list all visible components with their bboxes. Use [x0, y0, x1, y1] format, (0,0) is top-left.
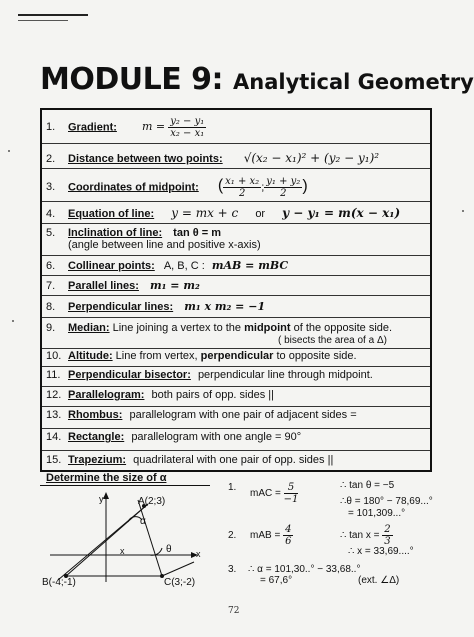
row-number: 3. — [46, 181, 56, 194]
step1-lhs-text: mAC = — [250, 488, 281, 500]
row-number: 15. — [46, 454, 62, 466]
row-label: Coordinates of midpoint: — [68, 181, 199, 194]
point-a-label: A(2;3) — [138, 496, 166, 507]
row-altitude — [46, 350, 357, 362]
row-number: 11. — [46, 369, 61, 381]
theta-label: θ — [166, 544, 172, 555]
row-rectangle — [46, 431, 301, 443]
page-number: 72 — [228, 606, 240, 616]
gradient-lhs: m = — [141, 120, 166, 134]
row-rhombus — [46, 409, 357, 421]
row-divider — [42, 386, 430, 387]
gradient-denominator: x₂ − x₁ — [170, 128, 205, 139]
step2-lhs — [250, 524, 293, 547]
row-number: 2. — [46, 153, 56, 165]
step2-den: 6 — [285, 536, 292, 547]
scan-speck — [12, 320, 14, 322]
row-median — [46, 322, 392, 334]
point-b-label: B(-4;-1) — [42, 577, 76, 588]
row-trapezium — [46, 454, 333, 466]
step1-num: 5 — [284, 482, 299, 494]
equation-form-1: y = mx + c — [171, 206, 239, 220]
altitude-text: Line from vertex, — [115, 350, 198, 362]
midpoint-x-num: x₁ + x₂ — [225, 176, 260, 187]
median-text: Line joining a vertex to the — [112, 322, 242, 334]
row-perpendicular — [46, 300, 265, 313]
row-label: Rectangle: — [68, 431, 125, 443]
step3-result1: ∴ α = 101,30..° − 33,68..° — [248, 564, 361, 575]
midpoint-y-num: y₁ + y₂ — [266, 176, 301, 187]
rectangle-text: parallelogram with one angle = 90° — [131, 431, 302, 443]
row-divider — [42, 428, 430, 429]
row-label: Median: — [68, 322, 110, 334]
row-label: Distance between two points: — [68, 153, 223, 165]
row-label: Inclination of line: — [68, 227, 163, 239]
row-label: Perpendicular lines: — [68, 301, 174, 313]
step1-fraction — [284, 482, 299, 505]
row-divider — [42, 168, 430, 169]
row-divider — [42, 366, 430, 367]
row-number: 6. — [46, 260, 56, 272]
step3-note: (ext. ∠Δ) — [358, 575, 400, 586]
triangle-diagram — [44, 490, 214, 585]
perp-bisector-text: perpendicular line through midpoint. — [197, 369, 373, 381]
row-label: Trapezium: — [68, 454, 127, 466]
row-number: 13. — [46, 409, 62, 421]
step2-fraction — [283, 524, 293, 547]
row-divider — [42, 255, 430, 256]
row-label: Collinear points: — [68, 260, 155, 272]
row-distance — [46, 151, 379, 165]
midpoint-x-den: 2 — [238, 188, 246, 199]
step2-result1 — [340, 524, 393, 547]
midpoint-open-paren: ( — [217, 177, 224, 195]
side-ba — [58, 504, 148, 580]
x-axis-label: x — [196, 549, 201, 559]
row-divider — [42, 348, 430, 349]
row-collinear — [46, 259, 288, 272]
worked-example — [40, 472, 433, 588]
altitude-text2: to opposite side. — [276, 350, 357, 362]
scan-speck — [8, 150, 10, 152]
step2-r-fraction — [382, 524, 392, 547]
step2-num: 4 — [285, 524, 292, 535]
step2-rnum: 2 — [384, 524, 391, 535]
row-number: 1. — [46, 121, 56, 134]
alpha-label: α — [140, 516, 146, 527]
perpendicular-formula: m₁ x m₂ = −1 — [184, 300, 266, 313]
row-label: Equation of line: — [68, 208, 155, 220]
step1-result3: = 101,309...° — [348, 508, 406, 519]
inclination-note: (angle between line and positive x-axis) — [68, 239, 261, 251]
row-number: 9. — [46, 322, 56, 334]
side-c-extension — [162, 562, 194, 576]
step3-result2: = 67,6° — [260, 575, 293, 586]
step1-den: −1 — [283, 494, 299, 505]
row-equation — [46, 206, 400, 220]
y-axis-label: y — [99, 494, 104, 504]
row-divider — [42, 275, 430, 276]
equation-form-2: y − y₁ = m(x − x₁) — [282, 206, 401, 220]
equation-or: or — [255, 208, 266, 220]
step2-lhs-text: mAB = — [250, 530, 281, 542]
step1-result1: ∴ tan θ = −5 — [340, 480, 395, 491]
step3-number: 3. — [228, 564, 237, 575]
row-number: 5. — [46, 227, 56, 239]
row-number: 7. — [46, 280, 56, 292]
step2-r1-text: ∴ tan x = — [340, 530, 380, 542]
altitude-bold: perpendicular — [200, 350, 274, 362]
row-number: 14. — [46, 431, 62, 443]
module-number: MODULE 9: — [40, 62, 224, 97]
example-title-rule — [40, 485, 210, 486]
scan-speck — [462, 210, 464, 212]
trapezium-text: quadrilateral with one pair of opp. sides || — [133, 454, 334, 466]
rhombus-text: parallelogram with one pair of adjacent sides = — [129, 409, 357, 421]
midpoint-close-paren: ) — [302, 177, 308, 195]
side-ac — [138, 500, 162, 576]
row-divider — [42, 295, 430, 296]
row-label: Rhombus: — [68, 409, 123, 421]
row-perp-bisector — [46, 369, 373, 381]
parallelogram-text: both pairs of opp. sides || — [151, 389, 274, 401]
collinear-formula: mAB = mBC — [211, 259, 289, 272]
collinear-points: A, B, C : — [163, 260, 205, 272]
midpoint-y-fraction — [264, 176, 302, 199]
formula-table — [40, 108, 432, 472]
midpoint-y-den: 2 — [280, 188, 287, 199]
row-label: Perpendicular bisector: — [68, 369, 191, 381]
step2-rden: 3 — [384, 536, 391, 547]
row-divider — [42, 201, 430, 202]
midpoint-x-fraction — [223, 176, 261, 199]
parallel-formula: m₁ = m₂ — [150, 279, 200, 292]
theta-arc — [150, 548, 162, 555]
step2-number: 2. — [228, 530, 237, 541]
header-rule — [18, 14, 88, 16]
gradient-numerator: y₂ − y₁ — [170, 116, 205, 127]
row-divider — [42, 223, 430, 224]
median-bold: midpoint — [244, 322, 291, 334]
distance-formula: √(x₂ − x₁)² + (y₂ − y₁)² — [243, 151, 380, 165]
example-title: Determine the size of α — [46, 472, 167, 484]
row-number: 10. — [46, 350, 62, 362]
row-label: Parallel lines: — [68, 280, 139, 292]
gradient-fraction — [168, 116, 206, 139]
row-divider — [42, 143, 430, 144]
row-label: Gradient: — [68, 121, 117, 134]
row-number: 12. — [46, 389, 62, 401]
row-divider — [42, 450, 430, 451]
step1-number: 1. — [228, 482, 237, 493]
step1-lhs — [250, 482, 298, 505]
header-rule-thin — [18, 20, 68, 21]
module-subject: Analytical Geometry — [233, 70, 474, 94]
step2-result2: ∴ x = 33,69....° — [348, 546, 414, 557]
point-c-label: C(3;-2) — [164, 577, 196, 588]
inclination-formula: tan θ = m — [173, 227, 221, 239]
median-text2: of the opposite side. — [293, 322, 393, 334]
row-divider — [42, 317, 430, 318]
row-label: Altitude: — [68, 350, 113, 362]
row-label: Parallelogram: — [68, 389, 145, 401]
median-note: ( bisects the area of a Δ) — [278, 335, 387, 346]
row-midpoint — [46, 176, 308, 199]
row-parallelogram — [46, 389, 274, 401]
row-inclination — [46, 227, 221, 239]
row-gradient — [46, 116, 206, 139]
row-number: 8. — [46, 301, 56, 313]
module-title — [40, 62, 474, 97]
row-divider — [42, 406, 430, 407]
row-parallel — [46, 279, 200, 292]
midpoint-separator: ; — [261, 181, 265, 194]
row-number: 4. — [46, 208, 56, 220]
x-angle-label: x — [120, 546, 125, 556]
step1-result2: ∴θ = 180° − 78,69...° — [340, 496, 433, 507]
